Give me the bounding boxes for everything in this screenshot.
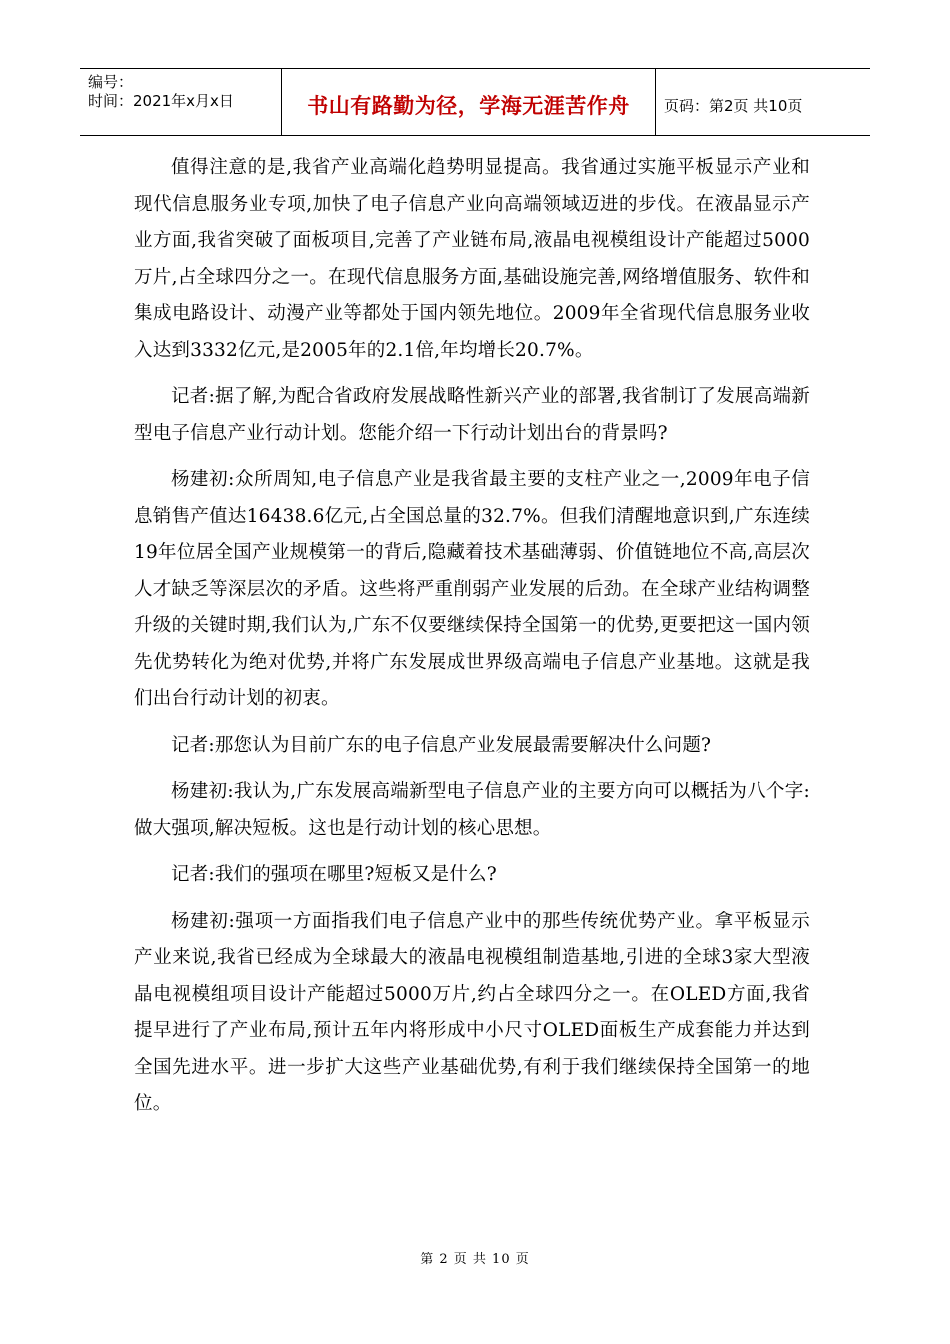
paragraph-answer-2: 杨建初:我认为,广东发展高端新型电子信息产业的主要方向可以概括为八个字:做大强项,解决短板。这也是行动计划的核心思想。 [134, 781, 810, 839]
header-page-cell [656, 69, 870, 135]
paragraph-reporter-question-2: 记者:那您认为目前广东的电子信息产业发展最需要解决什么问题? [171, 734, 712, 756]
header-motto: 书山有路勤为径，学海无涯苦作舟 [307, 94, 630, 118]
paragraph-industry-trend: 值得注意的是,我省产业高端化趋势明显提高。我省通过实施平板显示产业和现代信息服务业专项,加快了电子信息产业向高端领域迈进的步伐。在液晶显示产业方面,我省突破了面板项目,完善了产业链布局,液晶电视模组设计产能超过5000万片,占全球四分之一。在现代信息服务方面,基础设施完善,网络增值服务、软件和集成电路设计、动漫产业等都处于国内领先地位。2009年全省现代信息服务业收入达到3332亿元,是2005年的2.1倍,年均增长20.7%。 [134, 157, 810, 361]
header-meta [80, 69, 282, 135]
document-number-label: 编号： [88, 73, 134, 91]
document-body [134, 150, 810, 1133]
paragraph-answer-1: 杨建初:众所周知,电子信息产业是我省最主要的支柱产业之一,2009年电子信息销售产值达16438.6亿元,占全国总量的32.7%。但我们清醒地意识到,广东连续19年位居全国产业规模第一的背后,隐藏着技术基础薄弱、价值链地位不高,高层次人才缺乏等深层次的矛盾。这些将严重削弱产业发展的后劲。在全球产业结构调整升级的关键时期,我们认为,广东不仅要继续保持全国第一的优势,更要把这一国内领先优势转化为绝对优势,并将广东发展成世界级高端电子信息产业基地。这就是我们出台行动计划的初衷。 [134, 469, 810, 709]
paragraph-answer-3: 杨建初:强项一方面指我们电子信息产业中的那些传统优势产业。拿平板显示产业来说,我省已经成为全球最大的液晶电视模组制造基地,引进的全球3家大型液晶电视模组项目设计产能超过5000万片,约占全球四分之一。在OLED方面,我省提早进行了产业布局,预计五年内将形成中小尺寸OLED面板生产成套能力并达到全国先进水平。进一步扩大这些产业基础优势,有利于我们继续保持全国第一的地位。 [134, 910, 810, 1114]
paragraph-reporter-question-1: 记者:据了解,为配合省政府发展战略性新兴产业的部署,我省制订了发展高端新型电子信息产业行动计划。您能介绍一下行动计划出台的背景吗? [134, 386, 810, 444]
header-motto-cell [282, 69, 656, 135]
paragraph-reporter-question-3: 记者:我们的强项在哪里?短板又是什么? [171, 864, 497, 885]
page-header [80, 68, 870, 136]
header-page-number: 页码：第2页 共10页 [664, 96, 803, 115]
document-date-label: 时间：2021年x月x日 [88, 92, 234, 110]
page-footer: 第 2 页 共 10 页 [420, 1252, 530, 1267]
